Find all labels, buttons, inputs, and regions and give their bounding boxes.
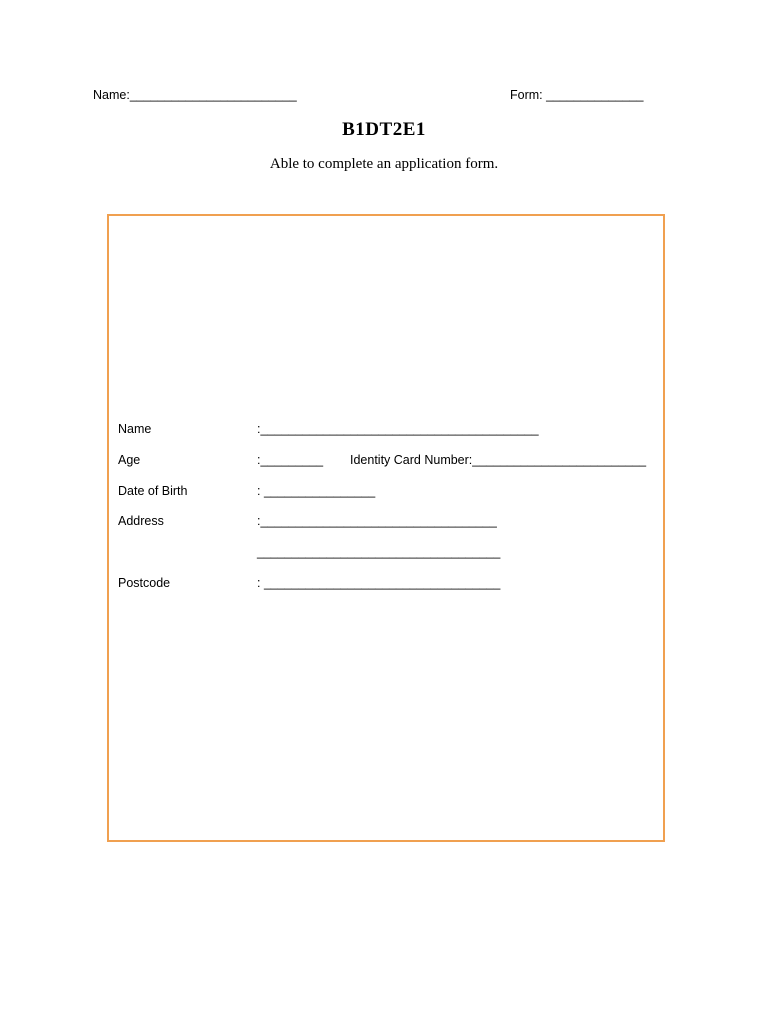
- age-input-line[interactable]: :_________: [257, 453, 324, 467]
- worksheet-objective: Able to complete an application form.: [269, 156, 499, 172]
- student-name-field[interactable]: Name:________________________: [93, 88, 297, 102]
- name-label: Name: [118, 422, 152, 436]
- postcode-input-line[interactable]: : __________________________________: [257, 576, 501, 590]
- application-form-box: [107, 214, 665, 842]
- name-input-line[interactable]: :________________________________________: [257, 422, 539, 436]
- address-label: Address: [118, 514, 164, 528]
- age-label: Age: [118, 453, 141, 467]
- identity-card-number-field[interactable]: Identity Card Number:_________________________: [350, 453, 647, 467]
- worksheet-title: B1DT2E1: [342, 119, 426, 140]
- student-form-field[interactable]: Form: ______________: [510, 88, 644, 102]
- postcode-label: Postcode: [118, 576, 171, 590]
- address-input-line[interactable]: :__________________________________: [257, 514, 497, 528]
- date-of-birth-input-line[interactable]: : ________________: [257, 484, 376, 498]
- date-of-birth-label: Date of Birth: [118, 484, 188, 498]
- address-input-line-2[interactable]: ___________________________________: [257, 545, 501, 559]
